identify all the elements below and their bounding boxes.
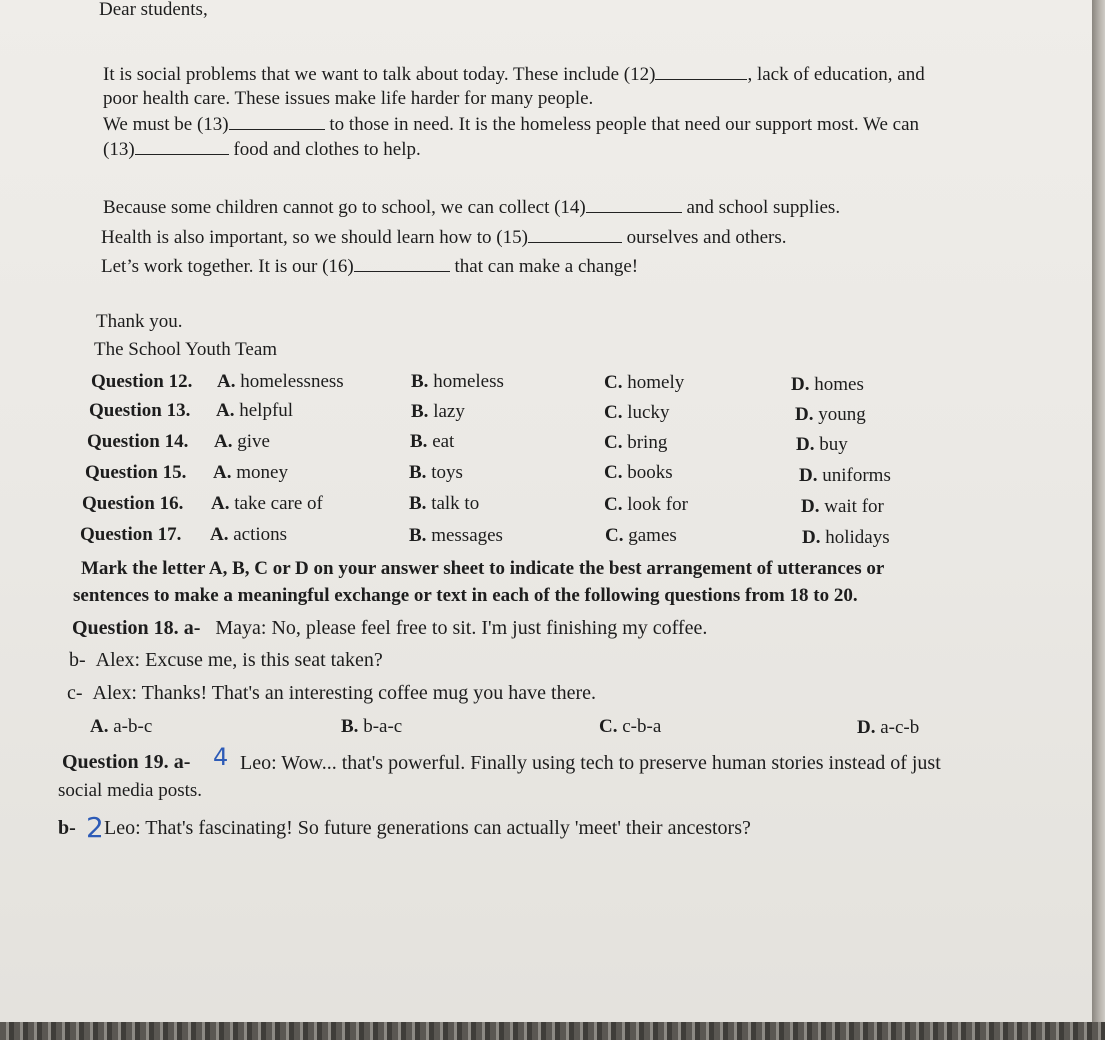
- passage-line: Because some children cannot go to school, we can collect (14) and school supplies.: [103, 197, 841, 218]
- option-c: C. games: [605, 525, 677, 546]
- option-b: B. toys: [409, 462, 463, 483]
- option-b: B. b-a-c: [341, 716, 403, 737]
- option-c: C. bring: [604, 432, 668, 453]
- option-a: A. a-b-c: [90, 716, 153, 737]
- option-c: C. books: [604, 462, 673, 483]
- passage-line: poor health care. These issues make life harder for many people.: [103, 88, 594, 109]
- option-d: D. uniforms: [799, 465, 891, 486]
- worksheet-page: Dear students, It is social problems that we want to talk about today. These include (12) , lack of education, and poor health care. These issues make life harder for many people. We must be (13) to those in need. It is the homeless people that need our support most. We can (13) food and clothes to help. Because some children cannot go to school, we can collect (14) and school supplies. Health is also important, so we should learn how to (15) ourselves and others. Let’s work together. It is our (16) that can make a change! Thank you. The School Youth Team Question 12. A. homelessness B. homeless C. homely D. homes Question 13. A. helpful B. lazy C. lucky D. young Question 14. A. give B. eat C. bring D. buy Question 15. A. money B. toys C. books D. uniforms Question 16. A. take care of B. talk to C. look for D. wait for Question 17. A. actions B. messages C. games D. holidays Mark the letter A, B, C or D on your answer sheet to indicate the best arrangement of utterances or sentences to make a meaningful exchange or text in each of the following questions from 18 to 20. Question 18. a- Maya: No, please feel free to sit. I'm just finishing my coffee. b- Alex: Excuse me, is this seat taken? c- Alex: Thanks! That's an interesting coffee mug you have there. A. a-b-c B. b-a-c C. c-b-a D. a-c-b Question 19. a- 4 Leo: Wow... that's powerful. Finally using tech to preserve human stories instead of just social media posts. b- 2 Leo: That's fascinating! So future generations can actually 'meet' their ancestors?: [0, 0, 1092, 1022]
- option-b: B. talk to: [409, 493, 480, 514]
- option-c: C. lucky: [604, 402, 670, 423]
- blank-15: [528, 228, 622, 243]
- handwritten-note: 2: [86, 811, 104, 844]
- q18-line-b: b- Alex: Excuse me, is this seat taken?: [69, 649, 383, 671]
- instruction-line: Mark the letter A, B, C or D on your answer sheet to indicate the best arrangement of utterances or: [81, 558, 885, 579]
- option-d: D. wait for: [801, 496, 884, 517]
- option-d: D. buy: [796, 434, 848, 455]
- passage-line: It is social problems that we want to talk about today. These include (12) , lack of education, and: [103, 64, 925, 85]
- option-a: A. helpful: [216, 400, 294, 421]
- q19-text-a-cont: social media posts.: [58, 780, 203, 801]
- passage-line: Let’s work together. It is our (16) that can make a change!: [101, 256, 639, 277]
- blank-13b: [135, 140, 229, 155]
- closing-thanks: Thank you.: [96, 311, 183, 332]
- q19-line-a: Question 19. a-: [62, 751, 191, 773]
- instruction-line: sentences to make a meaningful exchange or text in each of the following questions from 18 to 20.: [73, 585, 858, 606]
- option-a: A. homelessness: [217, 371, 344, 392]
- option-a: A. give: [214, 431, 270, 452]
- option-a: A. take care of: [211, 493, 323, 514]
- q19-tag-b: b-: [58, 817, 76, 839]
- background-surface: [0, 1022, 1105, 1040]
- option-c: C. homely: [604, 372, 685, 393]
- passage-line: Health is also important, so we should learn how to (15) ourselves and others.: [101, 227, 787, 248]
- option-b: B. homeless: [411, 371, 504, 392]
- blank-16: [354, 257, 450, 272]
- option-b: B. eat: [410, 431, 455, 452]
- blank-14: [586, 198, 682, 213]
- option-a: A. actions: [210, 524, 288, 545]
- option-b: B. lazy: [411, 401, 465, 422]
- q19-text-b: Leo: That's fascinating! So future generations can actually 'meet' their ancestors?: [104, 817, 751, 839]
- option-b: B. messages: [409, 525, 503, 546]
- option-d: D. young: [795, 404, 866, 425]
- option-c: C. c-b-a: [599, 716, 662, 737]
- option-a: A. money: [213, 462, 288, 483]
- q19-text-a: Leo: Wow... that's powerful. Finally using tech to preserve human stories instead of just: [240, 752, 941, 774]
- q18-line-c: c- Alex: Thanks! That's an interesting coffee mug you have there.: [67, 682, 597, 704]
- page-edge: [1092, 0, 1105, 1040]
- option-d: D. a-c-b: [857, 717, 920, 738]
- passage-line: (13) food and clothes to help.: [103, 139, 421, 160]
- blank-13: [229, 115, 325, 130]
- q18-line-a: Question 18. a- Maya: No, please feel free to sit. I'm just finishing my coffee.: [72, 617, 708, 639]
- handwritten-note: 4: [213, 743, 229, 771]
- passage-line: We must be (13) to those in need. It is the homeless people that need our support most. We can: [103, 114, 920, 135]
- option-c: C. look for: [604, 494, 688, 515]
- option-d: D. holidays: [802, 527, 890, 548]
- blank-12: [655, 65, 747, 80]
- greeting: Dear students,: [99, 0, 208, 20]
- closing-signature: The School Youth Team: [94, 339, 278, 360]
- option-d: D. homes: [791, 374, 864, 395]
